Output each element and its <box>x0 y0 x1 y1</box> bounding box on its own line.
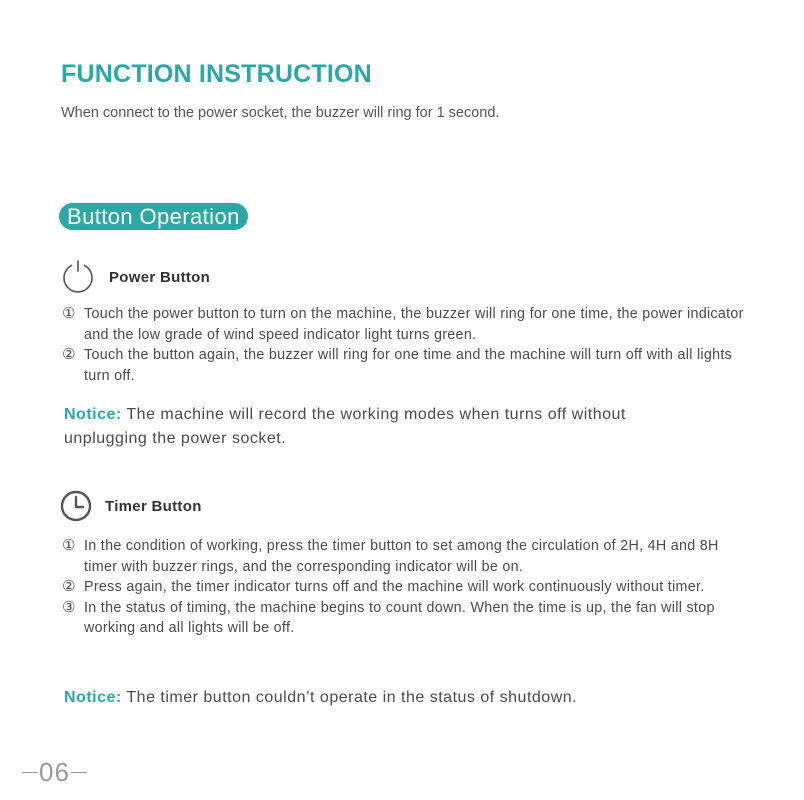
list-item <box>62 536 742 577</box>
notice-label: Notice: <box>64 406 122 423</box>
timer-button-heading <box>60 490 202 522</box>
list-item <box>62 345 754 386</box>
timer-instructions <box>62 536 742 639</box>
list-item <box>62 598 742 639</box>
timer-notice <box>64 686 764 710</box>
page-number-value: 06 <box>39 757 70 787</box>
list-item <box>62 577 742 598</box>
list-item <box>62 304 754 345</box>
page-title: FUNCTION INSTRUCTION <box>61 60 372 88</box>
power-icon <box>60 259 96 295</box>
section-title-pill: Button Operation <box>59 203 248 230</box>
item-text: In the condition of working, press the timer button to set among the circulation of 2H, 4H and 8H timer with buzzer rings, and the corresponding indicator will be on. <box>84 538 719 575</box>
item-number: ② <box>62 346 76 363</box>
item-text: Touch the button again, the buzzer will ring for one time and the machine will turn off with all lights turn off. <box>84 347 733 384</box>
item-text: Touch the power button to turn on the machine, the buzzer will ring for one time, the power indicator and the low grade of wind speed indicator light turns green. <box>84 306 744 343</box>
page-number <box>22 757 87 788</box>
page-number-dash-right <box>71 772 87 773</box>
page-number-dash-left <box>22 772 38 773</box>
item-number: ③ <box>62 598 76 616</box>
intro-text: When connect to the power socket, the buzzer will ring for 1 second. <box>61 105 500 121</box>
power-button-heading <box>60 259 210 295</box>
notice-text: The machine will record the working modes when turns off without unplugging the power socket. <box>64 406 626 447</box>
item-text: In the status of timing, the machine begins to count down. When the time is up, the fan will stop working and all lights will be off. <box>84 599 715 636</box>
power-notice <box>64 403 714 451</box>
notice-label: Notice: <box>64 689 122 706</box>
item-number: ① <box>62 305 76 322</box>
clock-icon <box>60 490 92 522</box>
timer-button-label: Timer Button <box>105 497 202 515</box>
item-number: ① <box>62 537 76 554</box>
item-text: Press again, the timer indicator turns off and the machine will work continuously without timer. <box>84 579 705 595</box>
item-number: ② <box>62 578 76 595</box>
notice-text: The timer button couldn’t operate in the status of shutdown. <box>121 689 578 706</box>
power-button-label: Power Button <box>109 268 211 286</box>
power-instructions <box>62 304 754 386</box>
